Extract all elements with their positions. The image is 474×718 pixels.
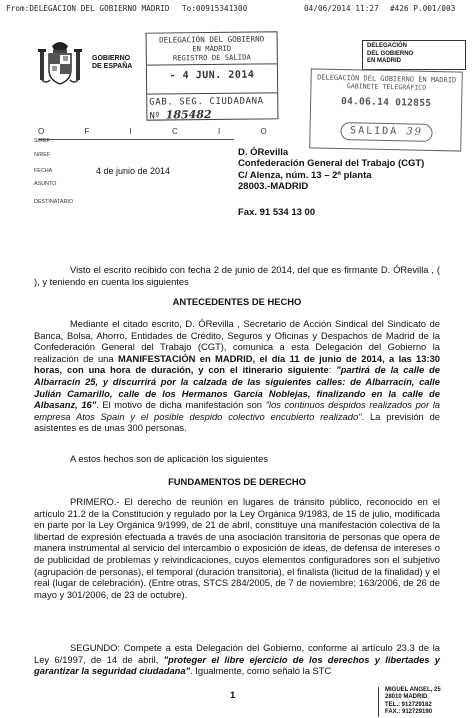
- fax-from: From:DELEGACION DEL GOBIERNO MADRID: [6, 4, 170, 13]
- mediante-bold: MANIFESTACIÓN en MADRID, el día 11 de junio de 2014, a las 13:30 horas, con una hora de duración, y con el itinerario siguiente: [34, 352, 440, 376]
- delegation-box: [362, 40, 466, 70]
- footer-line-1: MIGUEL ANGEL, 25: [385, 687, 441, 693]
- label-destinatario: DESTINATARIO: [34, 199, 74, 205]
- paragraph-segundo: [34, 642, 440, 677]
- gov-line-1: GOBIERNO: [92, 55, 131, 62]
- addressee-street: C/ Alenza, núm. 13 – 2ª planta: [238, 169, 372, 181]
- heading-fundamentos: FUNDAMENTOS DE DERECHO: [168, 476, 306, 487]
- addressee-fax: Fax. 91 534 13 00: [238, 206, 316, 218]
- stamp-date: - 4 JUN. 2014: [169, 69, 255, 82]
- stamp-number: [149, 108, 211, 122]
- stamp-number-value: 185482: [165, 108, 212, 122]
- deleg-line-1: DELEGACIÓN: [367, 43, 408, 49]
- mediante-itinerary: "partirá de la calle de Albarracín 25, y discurrirá por la calzada de las siguientes calles: de Albarracín, calle Julián Camarillo, calle de los Hermanos García Noblejas, finalizando en la calle de Albasanz, 16": [34, 364, 440, 411]
- addressee-city: 28003.-MADRID: [238, 181, 309, 193]
- outgoing-label: SALIDA: [349, 125, 399, 138]
- fax-to: To:00915341300: [182, 4, 248, 13]
- paragraph-visto: Visto el escrito recibido con fecha 2 de junio de 2014, del que es firmante D. ÓRevilla , ( ), y teniendo en cuenta los siguientes: [34, 264, 440, 287]
- outgoing-line-2: GABINETE TELEGRÁFICO: [346, 82, 427, 92]
- label-sref: S/REF.: [34, 138, 51, 144]
- outgoing-number: 39: [406, 126, 424, 138]
- deleg-line-3: EN MADRID: [367, 58, 401, 65]
- outgoing-stamp: [309, 68, 463, 151]
- fax-page: #426 P.001/003: [390, 4, 456, 13]
- outgoing-date: 04.06.14 012855: [340, 96, 432, 109]
- segundo-quote: "proteger el libre ejercicio de los derechos y libertades y garantizar la seguridad ciudadana": [34, 653, 440, 677]
- paragraph-estos: A estos hechos son de aplicación los siguientes: [70, 453, 269, 464]
- stamp-number-prefix: Nº: [149, 111, 161, 122]
- label-nref: N/REF.: [34, 152, 52, 158]
- coat-of-arms-icon: [38, 40, 82, 90]
- date-value: 4 de junio de 2014: [96, 166, 171, 176]
- stamp-office: GAB. SEG. CIUDADANA: [149, 96, 264, 108]
- label-asunto: ASUNTO: [34, 181, 57, 187]
- gov-line-2: DE ESPAÑA: [92, 63, 133, 70]
- paragraph-mediante: [34, 318, 440, 434]
- label-fecha: FECHA: [34, 168, 53, 174]
- stamp-line-3: REGISTRO DE SALIDA: [172, 52, 251, 63]
- mediante-colon: :: [328, 364, 337, 376]
- heading-antecedentes: ANTECEDENTES DE HECHO: [172, 296, 302, 307]
- footer-line-2: 28010 MADRID: [385, 694, 428, 701]
- segundo-text-2: . Igualmente, como señaló la STC: [190, 665, 332, 677]
- segundo-text-1: SEGUNDO: Compete a esta Delegación del Gobierno, conforme al artículo 23.3 de la Ley 6/1997, de 14 de abril,: [34, 642, 440, 665]
- page-number: 1: [230, 690, 236, 701]
- mediante-text-1: Mediante el citado escrito, D. ÓRevilla , Secretario de Acción Sindical del Sindicato de Banca, Bolsa, Ahorro, Entidades de Crédito, Seguros y Oficinas y Despachos de Madrid de la Confederación General del Trabajo (CGT), comunica a esta Delegación del Gobierno la realización de una: [34, 318, 440, 364]
- footer-address: [378, 687, 441, 717]
- addressee-block: [238, 147, 424, 218]
- mediante-text-2: . El motivo de dicha manifestación son: [96, 399, 266, 411]
- deleg-line-2: DEL GOBIERNO: [367, 50, 414, 57]
- fax-datetime: 04/06/2014 11:27: [304, 4, 379, 13]
- stamp-line-1: DELEGACIÓN DEL GOBIERNO: [158, 34, 265, 45]
- footer-line-4: FAX.: 912729190: [385, 709, 433, 716]
- paragraph-primero: PRIMERO.- El derecho de reunión en lugares de tránsito público, reconocido en el artículo 21.2 de la Constitución y regulado por la Ley Orgánica 9/1983, de 15 de julio, modificada en parte por la Ley Orgánica 9/1999, de 21 de abril, constituye una manifestación colectiva de la libertad de expresión efectuada a través de una asociación transitoria de personas que opera de manera instrumental al servicio del intercambio o exposición de ideas, de defensa de intereses o de publicidad de problemas y reivindicaciones, cuyos elementos configuradores son el subjetivo (agrupación de personas), el temporal (duración transitoria), el finalista (licitud de la finalidad) y el real (lugar de celebración). (Entre otras, STCS 284/2005, de 7 de noviembre; 163/2006, de 26 de mayo y 301/2006, de 23 de octubre).: [34, 496, 440, 600]
- addressee-org: Confederación General del Trabajo (CGT): [238, 158, 425, 170]
- addressee-name: D. ÓRevilla: [238, 147, 289, 158]
- mediante-reason: "los continuos despidos realizados por la empresa Atos Spain y el posible despido colectivo encubierto realizado": [34, 399, 440, 422]
- footer-line-3: TEL.: 912729182: [385, 701, 432, 708]
- outgoing-line-1: DELEGACIÓN DEL GOBIERNO EN MADRID: [317, 73, 457, 85]
- registry-stamp: [146, 31, 279, 120]
- outgoing-badge: [340, 122, 432, 142]
- government-label: [92, 55, 142, 71]
- divider: [38, 139, 234, 140]
- mediante-text-3: . La previsión de asistentes es de unas 300 personas.: [34, 410, 441, 434]
- document-type: O F I C I O: [38, 127, 286, 136]
- stamp-line-2: EN MADRID: [192, 43, 232, 54]
